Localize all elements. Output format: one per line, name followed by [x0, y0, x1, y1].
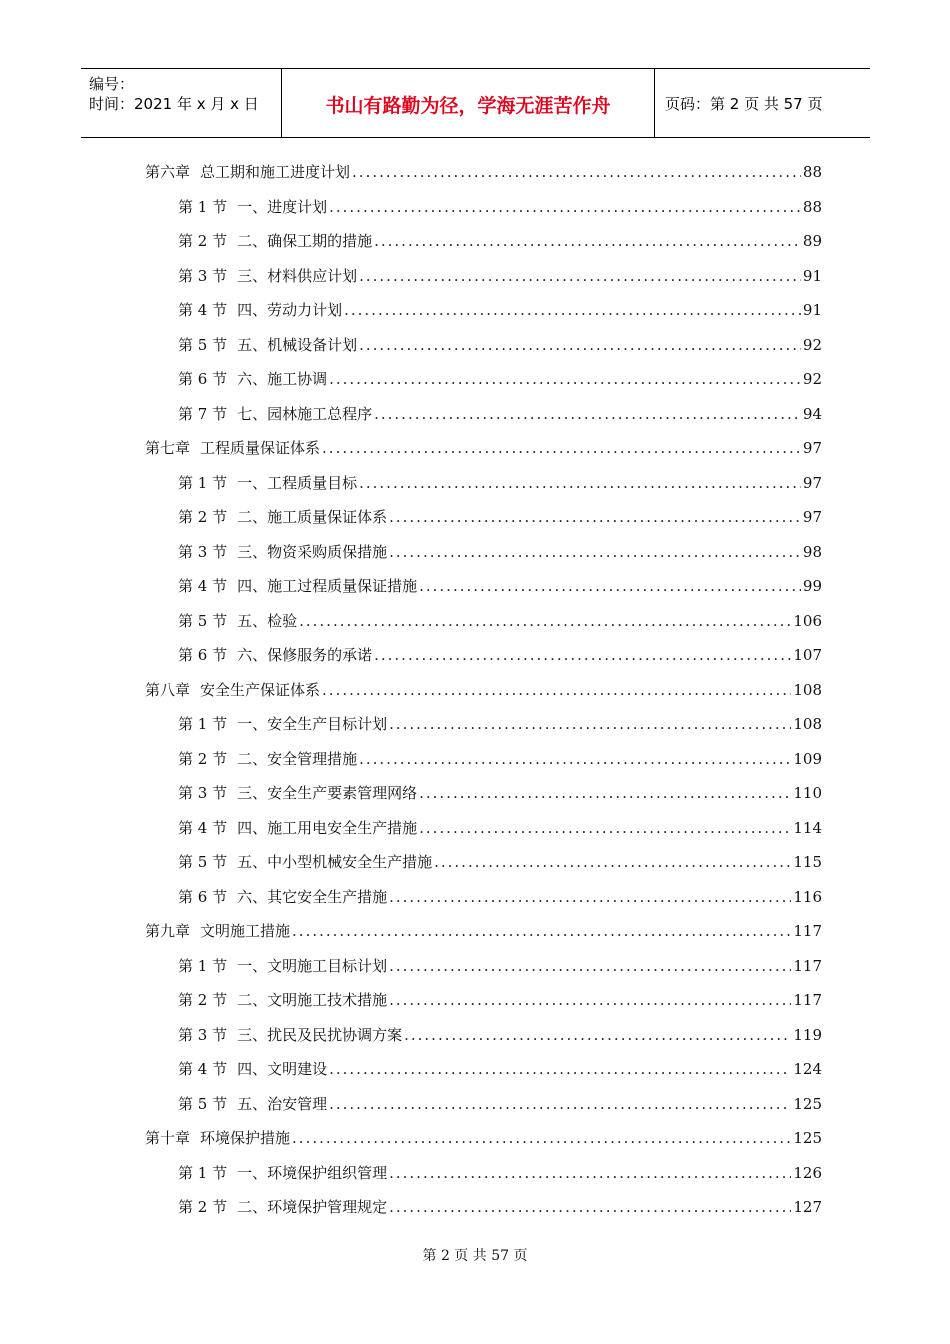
toc-entry-title: 六、施工协调	[237, 370, 328, 388]
toc-entry-number: 第 5 节	[178, 853, 228, 871]
toc-entry-title: 一、安全生产目标计划	[237, 715, 388, 733]
toc-dot-leader	[374, 230, 801, 252]
toc-section-entry[interactable]	[178, 575, 822, 597]
toc-entry-title: 四、文明建设	[237, 1060, 328, 1078]
toc-dot-leader	[389, 886, 791, 908]
toc-entry-heading	[178, 886, 387, 908]
motto-text: 书山有路勤为径，学海无涯苦作舟	[325, 95, 611, 117]
toc-dot-leader	[344, 299, 801, 321]
toc-dot-leader	[329, 1058, 791, 1080]
toc-entry-heading	[178, 506, 387, 528]
toc-entry-page: 117	[793, 956, 822, 975]
toc-entry-title: 六、保修服务的承诺	[237, 646, 373, 664]
toc-section-entry[interactable]	[178, 782, 822, 804]
toc-entry-title: 七、园林施工总程序	[237, 404, 373, 423]
toc-entry-title: 三、物资采购质保措施	[237, 542, 388, 561]
header-page-info: 页码：第 2 页 共 57 页	[665, 95, 823, 113]
toc-entry-number: 第 5 节	[178, 1094, 228, 1113]
toc-entry-heading	[145, 920, 290, 942]
toc-entry-heading	[178, 955, 387, 977]
document-number-label: 编号：	[89, 75, 135, 93]
toc-entry-heading	[178, 851, 432, 873]
toc-entry-number: 第 6 节	[178, 370, 228, 388]
toc-entry-heading	[178, 334, 357, 356]
toc-entry-page: 110	[793, 784, 822, 802]
toc-entry-page: 97	[802, 508, 822, 526]
toc-entry-number: 第 1 节	[178, 473, 228, 492]
toc-entry-title: 二、施工质量保证体系	[237, 508, 388, 526]
document-date: 时间：2021 年 x 月 x 日	[89, 95, 259, 113]
toc-entry-number: 第 4 节	[178, 577, 228, 595]
toc-section-entry[interactable]	[178, 1162, 822, 1184]
toc-dot-leader	[329, 368, 801, 390]
toc-entry-number: 第 2 节	[178, 508, 228, 526]
toc-entry-heading	[178, 472, 357, 494]
toc-section-entry[interactable]	[178, 851, 822, 873]
toc-entry-number: 第 3 节	[178, 542, 228, 561]
toc-entry-page: 117	[793, 991, 822, 1009]
toc-entry-number: 第 4 节	[178, 301, 228, 319]
toc-entry-heading	[178, 1196, 387, 1218]
toc-section-entry[interactable]	[178, 1196, 822, 1218]
toc-entry-title: 三、安全生产要素管理网络	[237, 784, 418, 802]
toc-entry-title: 总工期和施工进度计划	[200, 163, 351, 181]
toc-entry-title: 三、材料供应计划	[237, 266, 358, 285]
toc-entry-heading	[178, 989, 387, 1011]
toc-section-entry[interactable]	[178, 472, 822, 494]
toc-entry-title: 四、劳动力计划	[237, 301, 343, 319]
toc-dot-leader	[374, 403, 801, 425]
page-header	[81, 68, 870, 138]
toc-section-entry[interactable]	[178, 1058, 822, 1080]
toc-entry-number: 第十章	[145, 1129, 191, 1147]
toc-entry-page: 97	[802, 439, 822, 457]
toc-entry-number: 第 2 节	[178, 991, 228, 1009]
toc-section-entry[interactable]	[178, 886, 822, 908]
toc-dot-leader	[329, 196, 801, 218]
header-meta-cell	[81, 69, 282, 137]
toc-section-entry[interactable]	[178, 506, 822, 528]
toc-entry-title: 二、确保工期的措施	[237, 232, 373, 250]
toc-section-entry[interactable]	[178, 230, 822, 252]
toc-entry-page: 88	[802, 163, 822, 181]
toc-entry-number: 第 1 节	[178, 197, 228, 216]
toc-section-entry[interactable]	[178, 748, 822, 770]
toc-chapter-entry[interactable]	[145, 1127, 822, 1149]
toc-entry-number: 第 5 节	[178, 335, 228, 354]
toc-entry-heading	[145, 1127, 290, 1149]
toc-entry-page: 108	[793, 680, 822, 699]
toc-entry-number: 第 2 节	[178, 1198, 228, 1216]
toc-entry-heading	[178, 817, 417, 839]
toc-entry-number: 第 3 节	[178, 266, 228, 285]
toc-dot-leader	[419, 817, 791, 839]
toc-entry-title: 四、施工过程质量保证措施	[237, 577, 418, 595]
toc-entry-page: 108	[793, 715, 822, 733]
toc-entry-heading	[178, 368, 327, 390]
toc-entry-page: 91	[802, 266, 822, 285]
toc-entry-heading	[178, 1162, 387, 1184]
toc-entry-number: 第 4 节	[178, 818, 228, 837]
toc-entry-heading	[145, 679, 320, 701]
toc-entry-heading	[178, 541, 387, 563]
toc-entry-title: 环境保护措施	[200, 1129, 291, 1147]
toc-entry-page: 91	[802, 301, 822, 319]
toc-entry-number: 第八章	[145, 680, 191, 699]
toc-chapter-entry[interactable]	[145, 437, 822, 459]
toc-dot-leader	[389, 1196, 791, 1218]
toc-dot-leader	[419, 575, 801, 597]
page-footer: 第 2 页 共 57 页	[422, 1248, 528, 1264]
toc-section-entry[interactable]	[178, 610, 822, 632]
toc-section-entry[interactable]	[178, 265, 822, 287]
toc-entry-page: 109	[793, 749, 822, 768]
toc-dot-leader	[299, 610, 791, 632]
toc-dot-leader	[359, 265, 801, 287]
toc-entry-page: 126	[793, 1163, 822, 1182]
toc-entry-page: 98	[802, 542, 822, 561]
toc-entry-title: 工程质量保证体系	[200, 439, 321, 457]
toc-chapter-entry[interactable]	[145, 161, 822, 183]
toc-entry-number: 第 1 节	[178, 715, 228, 733]
toc-entry-page: 92	[802, 370, 822, 388]
toc-chapter-entry[interactable]	[145, 679, 822, 701]
toc-entry-heading	[178, 403, 372, 425]
toc-entry-heading	[178, 230, 372, 252]
toc-entry-heading	[178, 782, 417, 804]
toc-entry-page: 116	[793, 887, 822, 906]
toc-section-entry[interactable]	[178, 713, 822, 735]
toc-dot-leader	[352, 161, 801, 183]
header-page-cell	[655, 69, 870, 137]
toc-entry-page: 97	[802, 473, 822, 492]
toc-dot-leader	[322, 437, 801, 459]
toc-entry-number: 第 2 节	[178, 749, 228, 768]
toc-entry-heading	[178, 1024, 402, 1046]
toc-entry-heading	[178, 196, 327, 218]
toc-entry-page: 125	[793, 1129, 822, 1147]
toc-entry-heading	[178, 1093, 327, 1115]
toc-section-entry[interactable]	[178, 955, 822, 977]
toc-entry-page: 119	[793, 1025, 822, 1044]
header-motto-cell	[282, 69, 655, 137]
toc-dot-leader	[329, 1093, 791, 1115]
toc-dot-leader	[359, 334, 801, 356]
toc-dot-leader	[389, 1162, 791, 1184]
toc-entry-page: 124	[793, 1060, 822, 1078]
toc-entry-number: 第 1 节	[178, 1163, 228, 1182]
toc-entry-heading	[178, 265, 357, 287]
toc-entry-heading	[178, 1058, 327, 1080]
toc-section-entry[interactable]	[178, 368, 822, 390]
toc-entry-title: 五、检验	[237, 611, 298, 630]
toc-entry-number: 第 7 节	[178, 404, 228, 423]
toc-entry-title: 一、文明施工目标计划	[237, 956, 388, 975]
toc-section-entry[interactable]	[178, 989, 822, 1011]
toc-entry-title: 二、环境保护管理规定	[237, 1198, 388, 1216]
toc-dot-leader	[374, 644, 791, 666]
toc-entry-heading	[178, 299, 342, 321]
toc-entry-heading	[145, 161, 350, 183]
toc-section-entry[interactable]	[178, 817, 822, 839]
toc-section-entry[interactable]	[178, 334, 822, 356]
toc-entry-heading	[178, 713, 387, 735]
toc-entry-number: 第 3 节	[178, 784, 228, 802]
toc-entry-title: 安全生产保证体系	[200, 680, 321, 699]
toc-entry-number: 第 6 节	[178, 887, 228, 906]
toc-entry-page: 94	[802, 404, 822, 423]
toc-entry-page: 114	[793, 818, 822, 837]
toc-entry-number: 第 6 节	[178, 646, 228, 664]
toc-entry-number: 第 5 节	[178, 611, 228, 630]
toc-entry-page: 107	[793, 646, 822, 664]
toc-entry-title: 三、扰民及民扰协调方案	[237, 1025, 403, 1044]
toc-dot-leader	[292, 1127, 791, 1149]
toc-entry-page: 88	[802, 197, 822, 216]
toc-dot-leader	[389, 713, 791, 735]
toc-dot-leader	[359, 472, 801, 494]
toc-entry-title: 二、文明施工技术措施	[237, 991, 388, 1009]
toc-entry-page: 127	[793, 1198, 822, 1216]
toc-entry-number: 第六章	[145, 163, 191, 181]
toc-dot-leader	[322, 679, 791, 701]
toc-entry-number: 第 4 节	[178, 1060, 228, 1078]
toc-dot-leader	[419, 782, 791, 804]
toc-dot-leader	[404, 1024, 791, 1046]
toc-entry-page: 117	[793, 922, 822, 940]
toc-section-entry[interactable]	[178, 403, 822, 425]
toc-entry-heading	[178, 644, 372, 666]
toc-dot-leader	[434, 851, 791, 873]
toc-entry-heading	[178, 575, 417, 597]
toc-entry-number: 第九章	[145, 922, 191, 940]
toc-entry-number: 第 1 节	[178, 956, 228, 975]
toc-entry-title: 一、工程质量目标	[237, 473, 358, 492]
toc-section-entry[interactable]	[178, 644, 822, 666]
toc-entry-title: 一、环境保护组织管理	[237, 1163, 388, 1182]
toc-entry-page: 99	[802, 577, 822, 595]
toc-entry-title: 五、机械设备计划	[237, 335, 358, 354]
toc-dot-leader	[389, 989, 791, 1011]
toc-section-entry[interactable]	[178, 196, 822, 218]
toc-entry-page: 115	[793, 853, 822, 871]
toc-entry-number: 第七章	[145, 439, 191, 457]
toc-entry-heading	[178, 610, 297, 632]
toc-entry-number: 第 3 节	[178, 1025, 228, 1044]
toc-entry-heading	[178, 748, 357, 770]
toc-section-entry[interactable]	[178, 1093, 822, 1115]
toc-entry-title: 一、进度计划	[237, 197, 328, 216]
toc-entry-heading	[145, 437, 320, 459]
toc-entry-title: 二、安全管理措施	[237, 749, 358, 768]
toc-chapter-entry[interactable]	[145, 920, 822, 942]
toc-section-entry[interactable]	[178, 541, 822, 563]
toc-entry-page: 89	[802, 232, 822, 250]
toc-dot-leader	[359, 748, 791, 770]
toc-entry-title: 五、治安管理	[237, 1094, 328, 1113]
toc-dot-leader	[389, 955, 791, 977]
toc-entry-page: 125	[793, 1094, 822, 1113]
toc-entry-page: 92	[802, 335, 822, 354]
toc-entry-title: 六、其它安全生产措施	[237, 887, 388, 906]
toc-dot-leader	[389, 506, 801, 528]
toc-dot-leader	[389, 541, 801, 563]
toc-section-entry[interactable]	[178, 1024, 822, 1046]
toc-entry-page: 106	[793, 611, 822, 630]
toc-entry-title: 文明施工措施	[200, 922, 291, 940]
toc-entry-title: 五、中小型机械安全生产措施	[237, 853, 433, 871]
toc-section-entry[interactable]	[178, 299, 822, 321]
toc-dot-leader	[292, 920, 791, 942]
toc-entry-number: 第 2 节	[178, 232, 228, 250]
toc-entry-title: 四、施工用电安全生产措施	[237, 818, 418, 837]
